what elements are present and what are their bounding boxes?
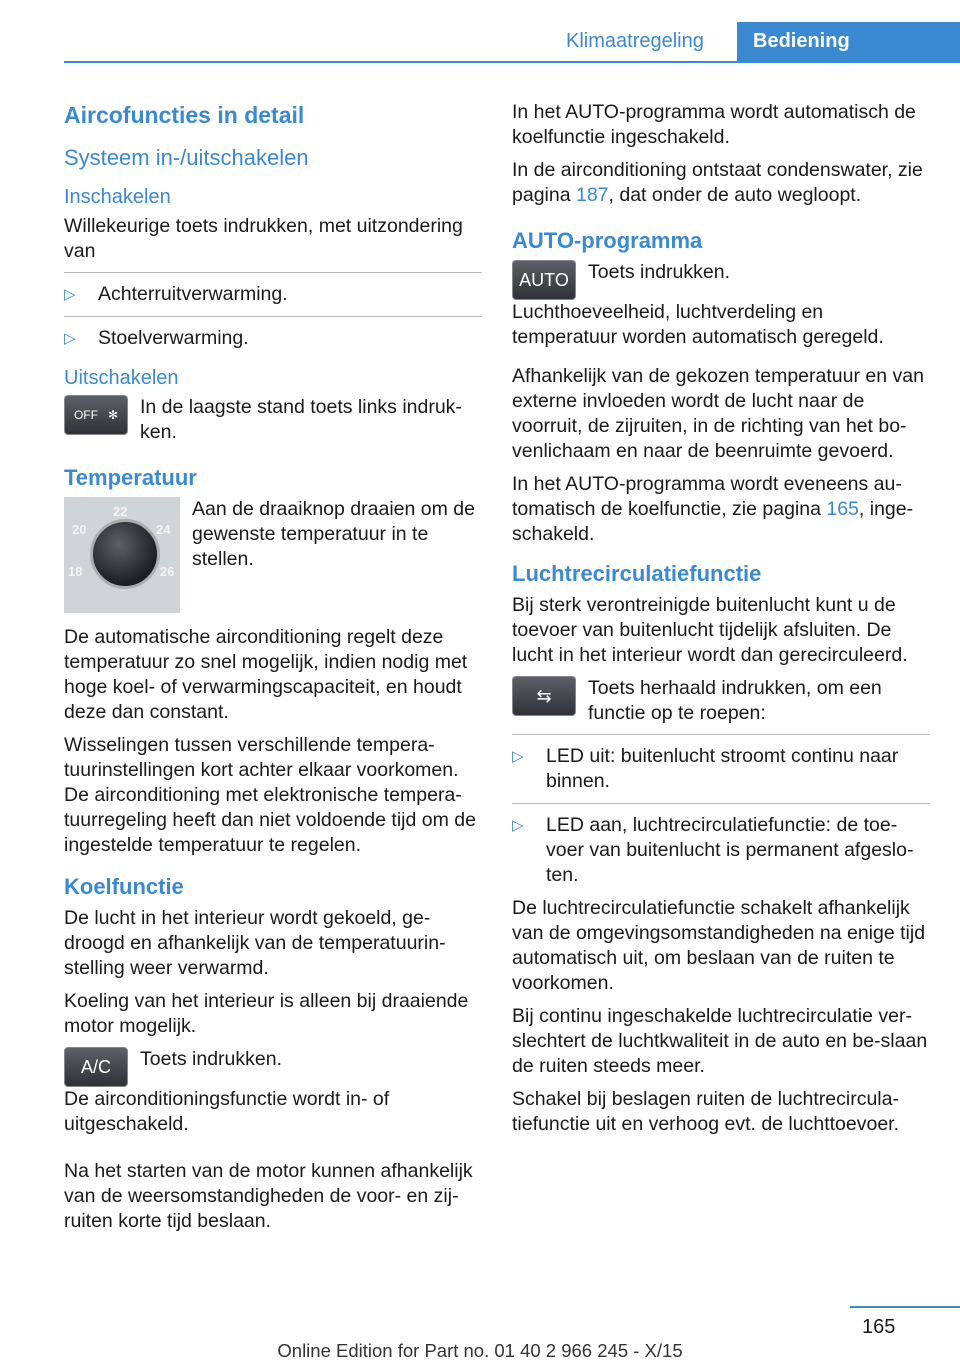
heading-main: Aircofuncties in detail — [64, 102, 305, 128]
paragraph-temperature: Aan de draaiknop draaien om de gewenste temperatuur in te stellen. — [192, 498, 475, 570]
recirc-modes-list — [512, 734, 930, 888]
page-header — [0, 0, 960, 62]
heading-temperature: Temperatuur — [64, 465, 197, 490]
paragraph-r1: In het AUTO-programma wordt automatisch de koelfunctie ingeschakeld. — [512, 101, 916, 148]
recirculation-button-icon: ⇆ — [512, 676, 576, 716]
paragraph-ac-2: De airconditioningsfunctie wordt in- of uitgeschakeld. — [64, 1088, 390, 1135]
paragraph-recirc-3: De luchtrecirculatiefunctie schakelt afhankelijk van de omgevingsomstandigheden na enige tijd automatisch uit, om beslaan van de ruiten te voorkomen. — [512, 897, 926, 994]
heading-system: Systeem in-/uitschakelen — [64, 145, 309, 170]
paragraph-recirc-2: Toets herhaald indrukken, om een functie op te roepen: — [588, 677, 882, 724]
paragraph-ac-1: Toets indrukken. — [140, 1048, 282, 1070]
paragraph-recirc-5: Schakel bij beslagen ruiten de luchtrecircula-tiefunctie uit en verhoog evt. de luchttoevoer. — [512, 1088, 900, 1135]
paragraph-temperature-2: De automatische airconditioning regelt deze temperatuur zo snel mogelijk, indien nodig met hoge koel- of verwarmingscapaciteit, en houdt deze dan constant. — [64, 626, 468, 723]
page-reference-link[interactable]: 165 — [826, 498, 859, 520]
footer-rule — [850, 1306, 960, 1308]
list-item: ▷ LED uit: buitenlucht stroomt continu naar binnen. — [512, 734, 930, 794]
paragraph-cooling-3: Na het starten van de motor kunnen afhankelijk van de weersomstandigheden de voor- en zij-ruiten korte tijd beslaan. — [64, 1160, 473, 1232]
heading-auto: AUTO-programma — [512, 228, 703, 253]
header-rule — [64, 61, 960, 63]
list-item: ▷ Stoelverwarming. — [64, 316, 482, 351]
chapter-tab: Bediening — [737, 22, 960, 62]
heading-cooling: Koelfunctie — [64, 874, 184, 899]
ac-button-icon: A/C — [64, 1047, 128, 1087]
paragraph-auto-1: Toets indrukken. — [588, 261, 730, 283]
triangle-bullet-icon: ▷ — [512, 817, 524, 834]
left-column — [64, 100, 482, 1242]
page-number: 165 — [862, 1316, 896, 1338]
paragraph-temperature-3: Wisselingen tussen verschillende tempera-tuurinstellingen kort achter elkaar voorkomen. De airconditioning met elektronische tempera-tuurregeling heeft dan niet voldoende tijd om de ingestelde temperatuur te regelen. — [64, 734, 476, 856]
paragraph-recirc-4: Bij continu ingeschakelde luchtrecirculatie ver-slechtert de luchtkwaliteit in de auto en be-slaan de ruiten steeds meer. — [512, 1005, 928, 1077]
paragraph-off: In de laagste stand toets links indruk-ken. — [140, 396, 462, 443]
paragraph-auto-2: Luchthoeveelheid, luchtverdeling en temperatuur worden automatisch geregeld. — [512, 301, 884, 348]
triangle-bullet-icon: ▷ — [512, 748, 524, 765]
paragraph-cooling-1: De lucht in het interieur wordt gekoeld, ge-droogd en afhankelijk van de temperatuurin-stelling weer verwarmd. — [64, 907, 446, 979]
list-item: ▷ LED aan, luchtrecirculatiefunctie: de toe-voer van buitenlucht is permanent afgeslo-ten. — [512, 803, 930, 888]
paragraph-r2: In de airconditioning ontstaat condenswater, zie pagina 187, dat onder de auto wegloopt. — [512, 159, 923, 206]
auto-button-icon: AUTO — [512, 260, 576, 300]
paragraph-auto-4: In het AUTO-programma wordt eveneens au-tomatisch de koelfunctie, zie pagina 165, inge-schakeld. — [512, 473, 914, 545]
paragraph-on: Willekeurige toets indrukken, met uitzondering van — [64, 215, 463, 262]
heading-off: Uitschakelen — [64, 367, 179, 389]
section-title: Klimaatregeling — [566, 30, 704, 52]
page-reference-link[interactable]: 187 — [575, 184, 609, 206]
paragraph-auto-3: Afhankelijk van de gekozen temperatuur en van externe invloeden wordt de lucht naar de voorruit, de zijruiten, in de richting van het bo-venlichaam en naar de beenruimte gevoerd. — [512, 365, 924, 462]
on-exceptions-list — [64, 272, 482, 351]
heading-recirculation: Luchtrecirculatiefunctie — [512, 561, 762, 586]
off-fan-button-icon: OFF ✻ — [64, 395, 128, 435]
temperature-knob-icon: 22 20 24 18 26 — [64, 497, 180, 613]
paragraph-recirc-1: Bij sterk verontreinigde buitenlucht kunt u de toevoer van buitenlucht tijdelijk afsluiten. De lucht in het interieur wordt dan gerecirculeerd. — [512, 594, 908, 666]
right-column — [512, 100, 930, 1145]
footer-edition: Online Edition for Part no. 01 40 2 966 245 - X/15 — [277, 1340, 683, 1361]
heading-on: Inschakelen — [64, 186, 171, 208]
triangle-bullet-icon: ▷ — [64, 286, 76, 303]
triangle-bullet-icon: ▷ — [64, 330, 76, 347]
paragraph-cooling-2: Koeling van het interieur is alleen bij draaiende motor mogelijk. — [64, 990, 469, 1037]
list-item: ▷ Achterruitverwarming. — [64, 272, 482, 307]
